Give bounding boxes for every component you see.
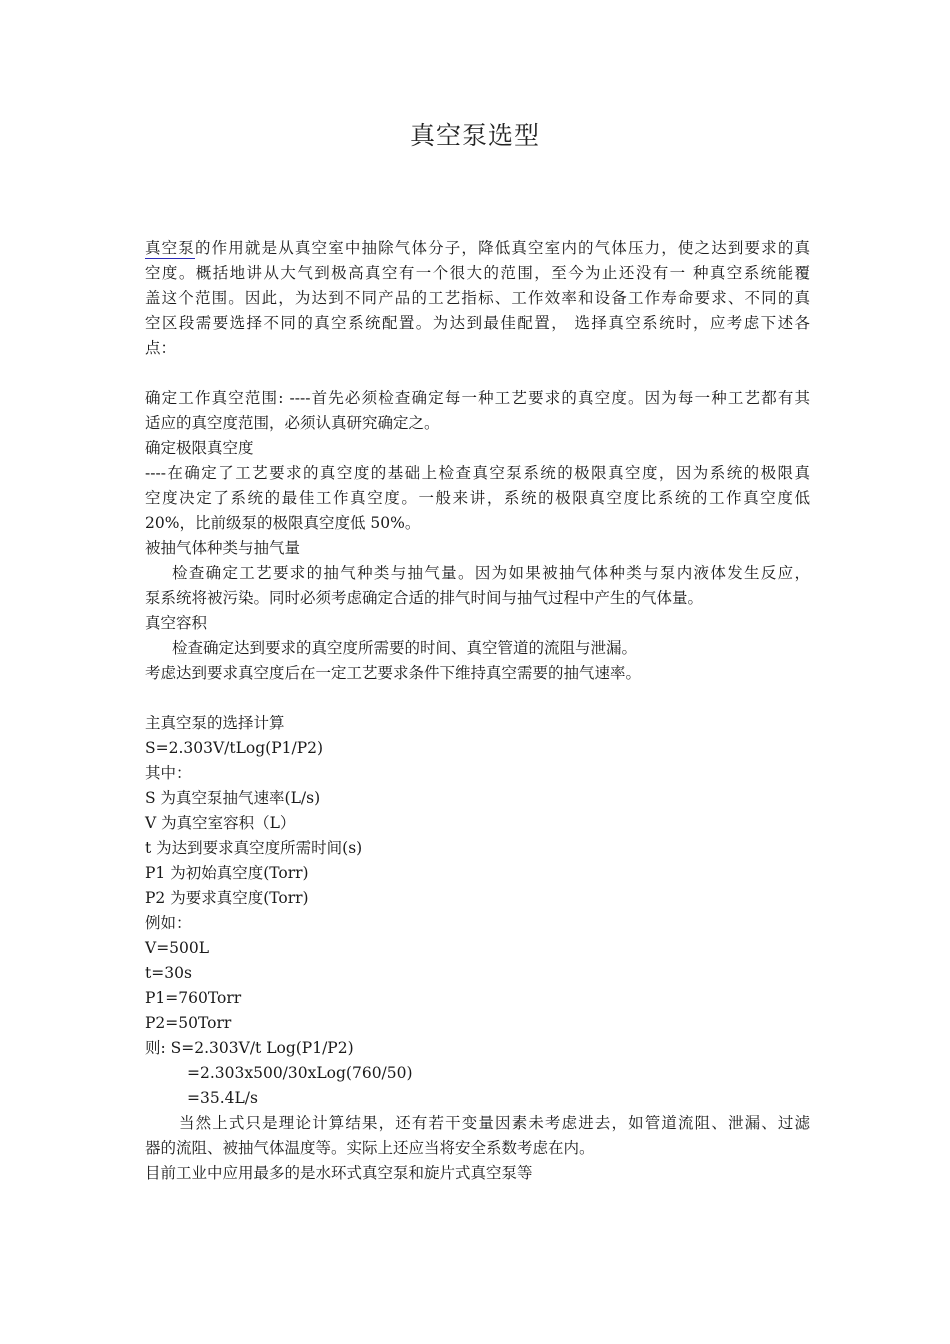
limit-heading: 确定极限真空度 (145, 439, 254, 457)
calc-definition: t 为达到要求真空度所需时间(s) (145, 839, 363, 857)
calc-example-value: P1=760Torr (145, 989, 242, 1007)
calc-definition: V 为真空室容积（L） (145, 814, 296, 832)
limit-line: ----在确定了工艺要求的真空度的基础上检查真空泵系统的极限真空度，因为系统的极限真 (145, 464, 810, 482)
calc-definition: S 为真空泵抽气速率(L/s) (145, 789, 321, 807)
limit-line: 20%，比前级泵的极限真空度低 50%。 (145, 514, 421, 532)
calc-result: 则: S=2.303V/t Log(P1/P2) (145, 1039, 354, 1057)
volume-line: 检查确定达到要求的真空度所需要的时间、真空管道的流阻与泄漏。 (172, 639, 638, 657)
intro-line: 点： (145, 339, 177, 357)
gas-heading: 被抽气体种类与抽气量 (145, 539, 301, 557)
intro-line: 盖这个范围。因此，为达到不同产品的工艺指标、工作效率和设备工作寿命要求、不同的真 (145, 289, 810, 307)
calc-heading: 主真空泵的选择计算 (145, 714, 285, 732)
vacuum-pump-link[interactable]: 真空泵 (145, 239, 195, 257)
volume-heading: 真空容积 (145, 614, 208, 632)
closing-line: 器的流阻、被抽气体温度等。实际上还应当将安全系数考虑在内。 (145, 1139, 595, 1157)
volume-line: 考虑达到要求真空度后在一定工艺要求条件下维持真空需要的抽气速率。 (145, 664, 642, 682)
calc-example-label: 例如： (145, 914, 192, 932)
calc-definition: P2 为要求真空度(Torr) (145, 889, 309, 907)
range-line: 适应的真空度范围，必须认真研究确定之。 (145, 414, 440, 432)
document-body (145, 236, 810, 1186)
spacer (145, 686, 810, 711)
calc-example-value: t=30s (145, 964, 192, 982)
limit-line: 空度决定了系统的最佳工作真空度。一般来讲，系统的极限真空度比系统的工作真空度低 (145, 489, 810, 507)
calc-definition: P1 为初始真空度(Torr) (145, 864, 309, 882)
calc-example-value: V=500L (145, 939, 210, 957)
gas-line: 检查确定工艺要求的抽气种类与抽气量。因为如果被抽气体种类与泵内液体发生反应， (172, 564, 810, 582)
document-title: 真空泵选型 (409, 121, 540, 150)
intro-line-text: 的作用就是从真空室中抽除气体分子，降低真空室内的气体压力，使之达到要求的真 (194, 239, 810, 257)
calc-formula: S=2.303V/tLog(P1/P2) (145, 739, 324, 757)
gas-line: 泵系统将被污染。同时必须考虑确定合适的排气时间与抽气过程中产生的气体量。 (145, 589, 704, 607)
spacer (145, 361, 810, 386)
closing-line: 当然上式只是理论计算结果，还有若干变量因素未考虑进去，如管道流阻、泄漏、过滤 (179, 1114, 810, 1132)
closing-line: 目前工业中应用最多的是水环式真空泵和旋片式真空泵等 (145, 1164, 533, 1182)
intro-line: 空区段需要选择不同的真空系统配置。为达到最佳配置， 选择真空系统时，应考虑下述各 (145, 314, 810, 332)
calc-where: 其中： (145, 764, 192, 782)
calc-result: =2.303x500/30xLog(760/50) (187, 1064, 413, 1082)
calc-example-value: P2=50Torr (145, 1014, 232, 1032)
intro-line (145, 236, 810, 261)
intro-line: 空度。概括地讲从大气到极高真空有一个很大的范围，至今为止还没有一 种真空系统能覆 (145, 264, 810, 282)
range-line: 确定工作真空范围: ----首先必须检查确定每一种工艺要求的真空度。因为每一种工艺都有其 (145, 389, 810, 407)
calc-result: =35.4L/s (187, 1089, 258, 1107)
